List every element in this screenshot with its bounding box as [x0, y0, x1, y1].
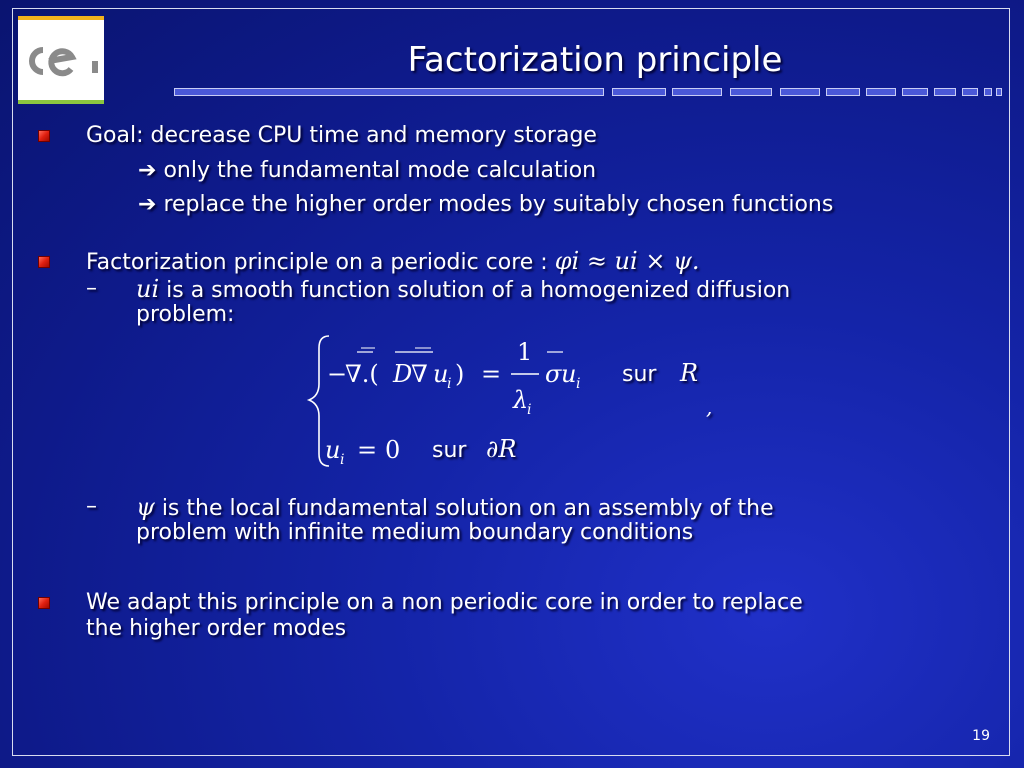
page-number: 19 — [972, 728, 990, 744]
arrow-item-fundamental — [138, 158, 596, 184]
svg-text:0: 0 — [385, 436, 401, 464]
sub-item-ui-line2: problem: — [136, 302, 235, 327]
symbol-psi: ψ — [136, 493, 155, 521]
svg-text:−: − — [327, 360, 348, 388]
equation-sur-label-1: sur — [622, 362, 657, 387]
svg-text:=: = — [481, 360, 502, 388]
dash-marker: – — [86, 494, 97, 519]
dash-marker: – — [86, 276, 97, 301]
svg-text:∇.(: ∇.( — [345, 360, 379, 388]
svg-text:∇: ∇ — [411, 360, 428, 388]
bullet-marker — [38, 256, 50, 268]
svg-text:u: u — [433, 360, 449, 388]
bullet-factorization — [86, 248, 700, 276]
bullet-adapt-line1: We adapt this principle on a non periodic core in order to replace — [86, 590, 803, 615]
sub-item-ui-text: is a smooth function solution of a homogenized diffusion — [159, 278, 791, 303]
logo-top-bar — [18, 16, 104, 20]
equation-sur-label-2: sur — [432, 438, 467, 463]
svg-text:): ) — [455, 360, 465, 388]
arrow-item-text: replace the higher order modes by suitably chosen functions — [163, 192, 834, 217]
svg-text:i: i — [447, 376, 452, 392]
diffusion-equation — [305, 330, 745, 480]
svg-text:u: u — [325, 436, 341, 464]
factorization-formula: φi ≈ ui × ψ. — [554, 247, 700, 275]
arrow-right-icon: ➔ — [138, 158, 157, 183]
svg-text:i: i — [527, 402, 532, 418]
arrow-item-replace — [138, 192, 833, 218]
svg-text:σ: σ — [545, 360, 562, 388]
sub-item-psi-line1 — [136, 494, 774, 522]
slide-title: Factorization principle — [407, 40, 783, 80]
bullet-goal: Goal: decrease CPU time and memory storage — [86, 123, 597, 148]
svg-text:i: i — [340, 452, 345, 468]
svg-text:1: 1 — [517, 338, 533, 366]
arrow-item-text: only the fundamental mode calculation — [163, 158, 597, 183]
svg-text:λ: λ — [513, 386, 529, 414]
symbol-ui: ui — [136, 275, 160, 303]
logo-bottom-bar — [18, 100, 104, 104]
sub-item-ui-line1 — [136, 276, 790, 304]
bullet-factorization-text: Factorization principle on a periodic core : — [86, 250, 555, 275]
bullet-marker — [38, 597, 50, 609]
equation-domain-r: R — [680, 359, 699, 387]
svg-text:i: i — [576, 376, 581, 392]
sub-item-psi-line2: problem with infinite medium boundary conditions — [136, 520, 694, 545]
bullet-marker — [38, 130, 50, 142]
svg-text:D: D — [393, 360, 413, 388]
equation-comma: , — [706, 395, 713, 419]
bullet-adapt-line2: the higher order modes — [86, 616, 347, 641]
svg-text:u: u — [561, 360, 577, 388]
cea-logo-mark — [23, 44, 99, 78]
svg-text:=: = — [357, 436, 378, 464]
title-underline — [0, 88, 1024, 96]
equation-domain-boundary: ∂R — [486, 435, 517, 463]
sub-item-psi-text: is the local fundamental solution on an assembly of the — [154, 496, 774, 521]
arrow-right-icon: ➔ — [138, 192, 157, 217]
